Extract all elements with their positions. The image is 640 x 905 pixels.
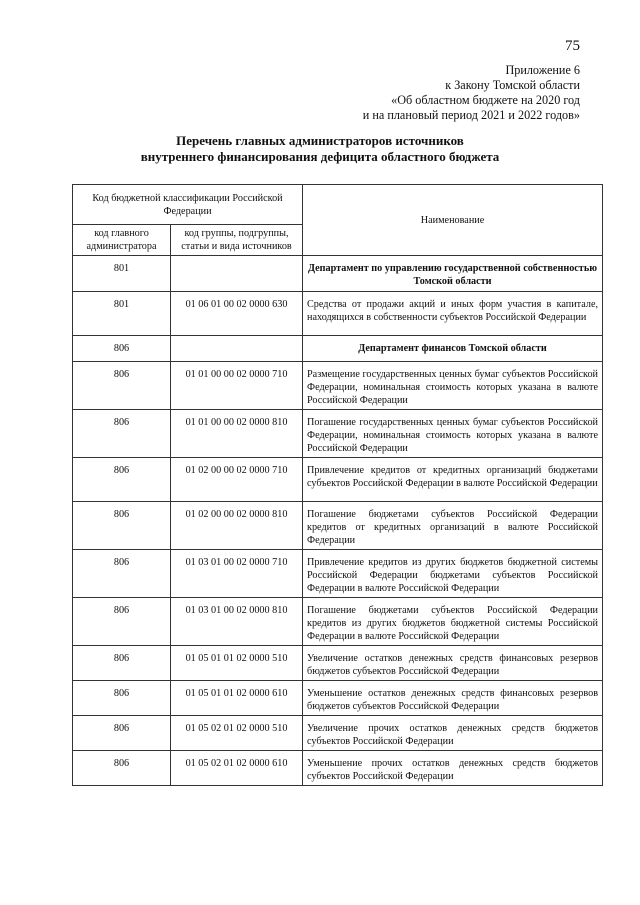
- admin-code-cell: 801: [73, 256, 171, 292]
- header-source-code: код группы, подгруппы, статьи и вида источников: [171, 225, 303, 256]
- source-code-cell: 01 05 02 01 02 0000 510: [171, 716, 303, 751]
- department-name-cell: Департамент финансов Томской области: [303, 336, 603, 362]
- admin-code-cell: 806: [73, 550, 171, 598]
- source-name-cell: Привлечение кредитов от кредитных организаций бюджетами субъектов Российской Федерации в валюте Российской Федерации: [303, 458, 603, 502]
- admin-code-cell: 806: [73, 458, 171, 502]
- source-code-cell: 01 05 01 01 02 0000 610: [171, 681, 303, 716]
- admin-code-cell: 806: [73, 362, 171, 410]
- appendix-reference: [363, 63, 580, 123]
- source-code-cell: 01 03 01 00 02 0000 710: [171, 550, 303, 598]
- source-code-cell: [171, 256, 303, 292]
- admin-code-cell: 806: [73, 646, 171, 681]
- table-row: [73, 550, 603, 598]
- source-code-cell: 01 05 02 01 02 0000 610: [171, 751, 303, 786]
- source-code-cell: 01 06 01 00 02 0000 630: [171, 292, 303, 336]
- source-code-cell: 01 02 00 00 02 0000 710: [171, 458, 303, 502]
- source-code-cell: 01 03 01 00 02 0000 810: [171, 598, 303, 646]
- table-row: [73, 362, 603, 410]
- admin-code-cell: 806: [73, 681, 171, 716]
- table-row: [73, 292, 603, 336]
- admin-code-cell: 806: [73, 716, 171, 751]
- document-title: [70, 133, 570, 165]
- table-row: [73, 751, 603, 786]
- table-row: [73, 681, 603, 716]
- source-name-cell: Увеличение прочих остатков денежных средств бюджетов субъектов Российской Федерации: [303, 716, 603, 751]
- source-name-cell: Погашение бюджетами субъектов Российской Федерации кредитов из других бюджетов бюджетной системы Российской Федерации в валюте Российской Федерации: [303, 598, 603, 646]
- header-admin-code: код главного администратора: [73, 225, 171, 256]
- admin-code-cell: 806: [73, 598, 171, 646]
- source-code-cell: 01 01 00 00 02 0000 710: [171, 362, 303, 410]
- admin-code-cell: 806: [73, 336, 171, 362]
- appendix-line: к Закону Томской области: [445, 78, 580, 92]
- table-row: [73, 410, 603, 458]
- title-line: Перечень главных администраторов источников: [176, 133, 464, 148]
- admin-code-cell: 806: [73, 410, 171, 458]
- source-name-cell: Средства от продажи акций и иных форм участия в капитале, находящихся в собственности субъектов Российской Федерации: [303, 292, 603, 336]
- appendix-line: и на плановый период 2021 и 2022 годов»: [362, 108, 580, 122]
- source-code-cell: 01 05 01 01 02 0000 510: [171, 646, 303, 681]
- table-row: [73, 458, 603, 502]
- source-name-cell: Уменьшение прочих остатков денежных средств бюджетов субъектов Российской Федерации: [303, 751, 603, 786]
- source-code-cell: [171, 336, 303, 362]
- table-row: [73, 646, 603, 681]
- source-name-cell: Размещение государственных ценных бумаг субъектов Российской Федерации, номинальная стоимость которых указана в валюте Российской Федерации: [303, 362, 603, 410]
- table-row: [73, 716, 603, 751]
- source-name-cell: Привлечение кредитов из других бюджетов бюджетной системы Российской Федерации бюджетами субъектов Российской Федерации в валюте Российской Федерации: [303, 550, 603, 598]
- table-row: [73, 256, 603, 292]
- source-name-cell: Уменьшение остатков денежных средств финансовых резервов бюджетов субъектов Российской Федерации: [303, 681, 603, 716]
- table-row: [73, 598, 603, 646]
- admin-code-cell: 806: [73, 502, 171, 550]
- source-code-cell: 01 02 00 00 02 0000 810: [171, 502, 303, 550]
- source-name-cell: Погашение бюджетами субъектов Российской Федерации кредитов от кредитных организаций в валюте Российской Федерации: [303, 502, 603, 550]
- header-budget-classification: Код бюджетной классификации Российской Федерации: [73, 185, 303, 225]
- table-row: [73, 502, 603, 550]
- admin-code-cell: 801: [73, 292, 171, 336]
- source-name-cell: Увеличение остатков денежных средств финансовых резервов бюджетов субъектов Российской Федерации: [303, 646, 603, 681]
- page-number: 75: [565, 38, 580, 54]
- header-name: Наименование: [303, 185, 603, 256]
- table-row: [73, 336, 603, 362]
- admin-code-cell: 806: [73, 751, 171, 786]
- title-line: внутреннего финансирования дефицита областного бюджета: [140, 149, 500, 164]
- source-code-cell: 01 01 00 00 02 0000 810: [171, 410, 303, 458]
- source-name-cell: Погашение государственных ценных бумаг субъектов Российской Федерации, номинальная стоимость которых указана в валюте Российской Федерации: [303, 410, 603, 458]
- appendix-line: Приложение 6: [505, 63, 580, 77]
- administrators-table: [72, 184, 603, 786]
- department-name-cell: Департамент по управлению государственной собственностью Томской области: [303, 256, 603, 292]
- appendix-line: «Об областном бюджете на 2020 год: [391, 93, 580, 107]
